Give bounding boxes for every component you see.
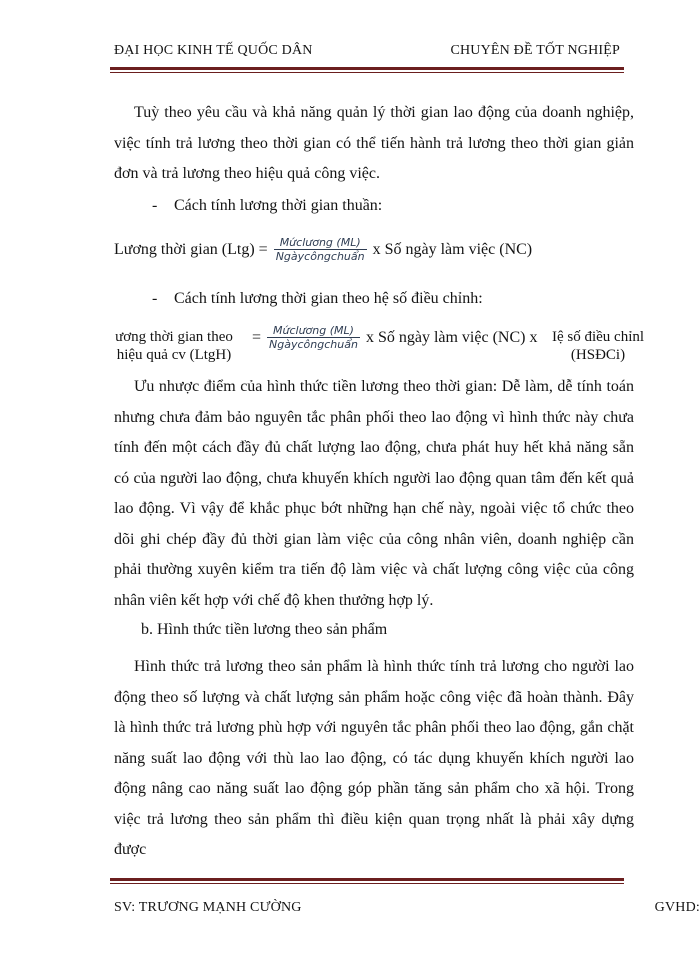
formula2-coef-line2: (HSĐCi): [570, 347, 626, 363]
page-footer: [114, 900, 700, 920]
header-doc-type: CHUYÊN ĐỀ TỐT NGHIỆP: [450, 43, 620, 58]
bullet-text: Cách tính lương thời gian thuần:: [174, 197, 383, 214]
section-heading-product-wage: b. Hình thức tiền lương theo sản phẩm: [141, 621, 388, 638]
formula1-numerator: Mứclương (ML): [274, 236, 367, 250]
formula-adjusted-time-wage: [252, 324, 537, 351]
bullet-text: Cách tính lương thời gian theo hệ số điều chỉnh:: [174, 290, 483, 307]
formula1-lhs: Lương thời gian (Ltg) =: [114, 240, 268, 258]
footer-advisor: GVHD:: [654, 900, 700, 915]
intro-paragraph: Tuỳ theo yêu cầu và khả năng quản lý thời gian lao động của doanh nghiệp, việc tính trả lương theo thời gian có thể tiến hành trả lương theo thời gian giản đơn và trả lương theo hiệu quả công việc.: [114, 104, 634, 182]
header-rule-thin: [110, 72, 624, 73]
bullet-simple-time-wage: [152, 197, 382, 215]
bullet-adjusted-time-wage: [152, 290, 483, 308]
advantages-paragraph: Ưu nhược điểm của hình thức tiền lương theo thời gian: Dễ làm, dễ tính toán nhưng chưa đảm bảo nguyên tắc phân phối theo lao động vì hình thức này chưa tính đến một cách đầy đủ chất lượng lao động, chưa phát huy hết khả năng sẵn có của người lao động, chưa khuyến khích người lao động quan tâm đến kết quả lao động. Vì vậy để khắc phục bớt những hạn chế này, ngoài việc tổ chức theo dõi ghi chép đầy đủ thời gian làm việc của công nhân viên, doanh nghiệp cần phải thường xuyên kiểm tra tiến độ làm việc và chất lượng công việc của công nhân viên kết hợp với chế độ khen thưởng hợp lý.: [114, 378, 634, 609]
formula2-rhs: x Số ngày làm việc (NC) x: [365, 328, 538, 346]
formula2-numerator: Mứclương (ML): [267, 324, 360, 338]
formula2-lhs-box: [114, 328, 234, 364]
formula2-equals: =: [252, 328, 262, 346]
formula2-coefficient-box: [548, 328, 648, 364]
formula-simple-time-wage: [114, 236, 532, 263]
formula1-fraction: [274, 236, 367, 263]
formula2-lhs-line2: hiệu quả cv (LtgH): [116, 347, 232, 363]
product-wage-paragraph: Hình thức trả lương theo sản phẩm là hình thức tính trả lương cho người lao động theo số lượng và chất lượng sản phẩm hoặc công việc đã hoàn thành. Đây là hình thức trả lương phù hợp với nguyên tắc phân phối theo lao động, gắn chặt năng suất lao động với thù lao lao động, có tác dụng khuyến khích người lao động nâng cao năng suất lao động góp phần tăng sản phẩm cho xã hội. Trong việc trả lương theo sản phẩm thì điều kiện quan trọng nhất là phải xây dựng được: [114, 658, 634, 858]
footer-rule-thick: [110, 878, 624, 881]
formula1-rhs: x Số ngày làm việc (NC): [372, 240, 533, 258]
footer-rule-thin: [110, 883, 624, 884]
footer-student: SV: TRƯƠNG MẠNH CƯỜNG: [114, 900, 302, 915]
formula1-denominator: Ngàycôngchuẩn: [275, 250, 365, 263]
bullet-dash: -: [152, 290, 158, 307]
header-university: ĐẠI HỌC KINH TẾ QUỐC DÂN: [114, 43, 313, 58]
formula2-fraction: [267, 324, 360, 351]
page-header: [114, 43, 620, 63]
formula2-lhs-line1: ương thời gian theo: [115, 329, 233, 345]
formula2-denominator: Ngàycôngchuẩn: [269, 338, 358, 351]
formula2-coef-line1: Iệ số điều chỉnl: [551, 329, 645, 345]
bullet-dash: -: [152, 197, 158, 214]
header-rule-thick: [110, 67, 624, 70]
